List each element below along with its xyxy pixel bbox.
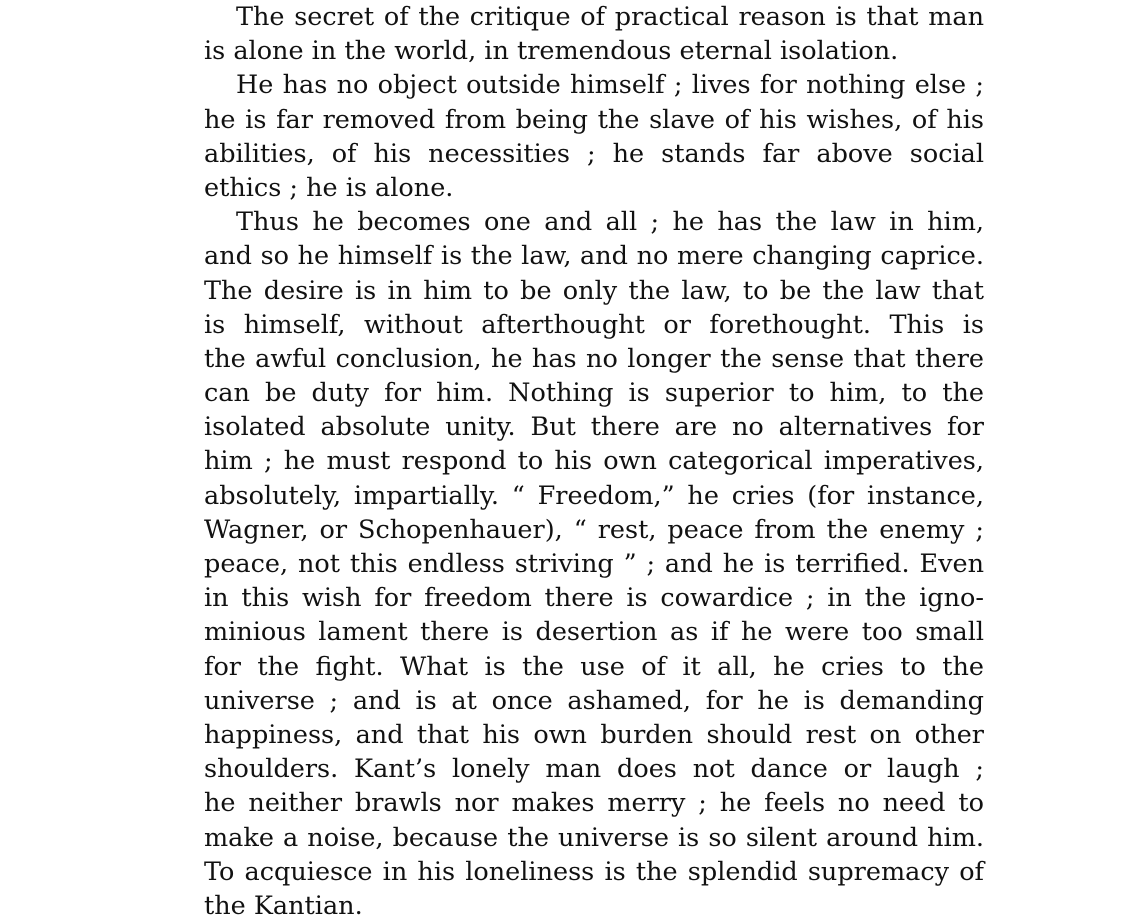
text-line: abilities, of his necessities ; he stands far above social [204, 138, 984, 169]
paragraph-3 [204, 205, 984, 923]
text-line: in this wish for freedom there is cowardice ; in the igno- [204, 583, 984, 614]
text-line: is alone in the world, in tremendous eternal isolation. [204, 36, 899, 67]
text-line: isolated absolute unity. But there are no alternatives for [204, 412, 984, 443]
text-line: He has no object outside himself ; lives for nothing else ; [236, 70, 984, 101]
text-line: shoulders. Kant’s lonely man does not dance or laugh ; [204, 754, 984, 785]
body-text [204, 0, 984, 923]
text-line: he is far removed from being the slave of his wishes, of his [204, 104, 984, 135]
text-line: happiness, and that his own burden should rest on other [204, 719, 984, 750]
text-line: Wagner, or Schopenhauer), “ rest, peace from the enemy ; [204, 514, 984, 545]
text-line: peace, not this endless striving ” ; and he is terrified. Even [204, 549, 984, 579]
text-line: universe ; and is at once ashamed, for he is demanding [204, 685, 984, 716]
paragraph-1 [204, 0, 984, 68]
text-line: is himself, without afterthought or forethought. This is [204, 309, 984, 340]
text-line: ethics ; he is alone. [204, 172, 454, 203]
text-line: the Kantian. [204, 890, 363, 921]
text-line: him ; he must respond to his own categorical imperatives, [204, 446, 984, 477]
text-line: for the fight. What is the use of it all, he cries to the [204, 651, 984, 682]
text-line: The secret of the critique of practical reason is that man [236, 2, 984, 32]
text-line: Thus he becomes one and all ; he has the law in him, [236, 207, 984, 238]
text-line: minious lament there is desertion as if he were too small [204, 617, 984, 648]
text-line: To acquiesce in his loneliness is the splendid supremacy of [204, 856, 984, 887]
text-line: absolutely, impartially. “ Freedom,” he cries (for instance, [204, 480, 984, 511]
text-line: make a noise, because the universe is so silent around him. [204, 822, 984, 853]
text-line: The desire is in him to be only the law, to be the law that [204, 275, 984, 306]
text-line: he neither brawls nor makes merry ; he feels no need to [204, 788, 984, 819]
text-line: can be duty for him. Nothing is superior to him, to the [204, 378, 984, 409]
text-line: the awful conclusion, he has no longer the sense that there [204, 343, 984, 374]
paragraph-2 [204, 68, 984, 205]
text-line: and so he himself is the law, and no mere changing caprice. [204, 241, 984, 272]
